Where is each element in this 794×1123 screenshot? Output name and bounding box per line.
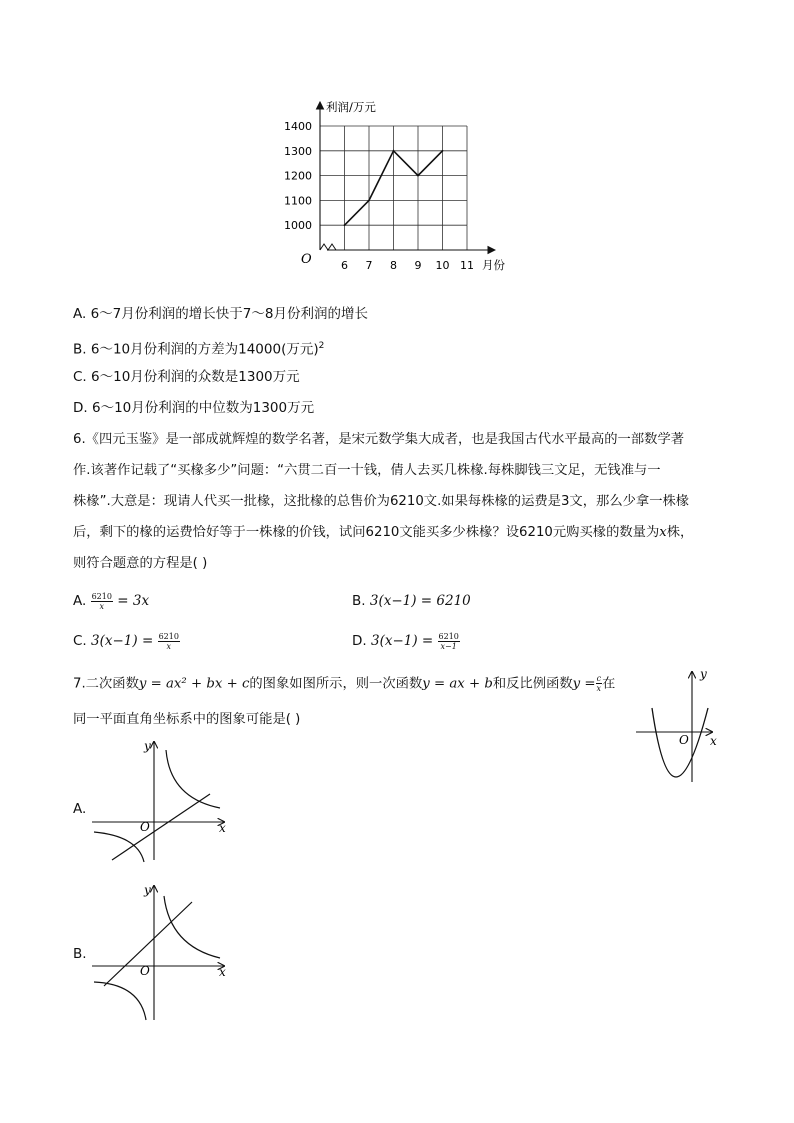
q5-option-b-letter: B. — [73, 341, 87, 358]
chart-x-tick-label: 9 — [414, 259, 422, 272]
q7-option-a-graph — [88, 736, 234, 864]
q6-option-b — [352, 591, 471, 611]
chart-x-tick-label: 10 — [435, 259, 450, 272]
q6-line-4 — [73, 523, 693, 543]
chart-data-point — [344, 224, 346, 226]
q6-option-b-letter: B. — [352, 593, 366, 609]
q6-option-c-num: 6210 — [158, 631, 179, 641]
q6-line-4a: 后，剩下的椽的运费恰好等于一株椽的价钱，试问6210文能买多少株椽？设6210元购买椽的数量为 — [73, 525, 660, 540]
q6-line-2: 作.该著作记载了“买椽多少”问题：“六贯二百一十钱，倩人去买几株椽.每株脚钱三文足，无钱准与一 — [73, 463, 661, 478]
q6-option-c-fraction — [158, 632, 180, 651]
q6-option-a-den: x — [99, 601, 105, 611]
q5-option-b-text: 6～10月份利润的方差为14000(万元) — [90, 341, 319, 358]
q6-option-d-letter: D. — [352, 633, 367, 649]
chart-y-tick-label: 1000 — [284, 219, 312, 233]
q6-option-d-fraction — [438, 632, 460, 651]
q6-line-4b: 株， — [666, 525, 694, 540]
chart-y-tick-label: 1400 — [284, 120, 312, 133]
chart-data-point — [368, 200, 370, 202]
chart-ylabel: 利润/万元 — [326, 100, 376, 114]
q5-option-c-text: 6～10月份利润的众数是1300万元 — [91, 369, 300, 385]
chart-y-tick-label: 1200 — [284, 169, 312, 183]
q7-option-a-origin-label: O — [140, 820, 150, 834]
q7-text-2: 的图象如图所示，则一次函数 — [249, 676, 423, 692]
q7-parabola-figure — [632, 664, 728, 786]
q7-option-b-hyperbola-q1 — [164, 896, 220, 958]
q6-option-d-lhs: 3(x−1) = — [370, 633, 434, 649]
q5-option-b-sup: 2 — [318, 341, 325, 351]
q7-text-1: 7.二次函数 — [73, 676, 139, 692]
q7-parabola-origin-label: O — [679, 733, 689, 747]
q7-parabola-x-label: x — [710, 734, 717, 748]
chart-y-tick-label: 1300 — [284, 144, 312, 158]
q5-option-a — [73, 304, 368, 324]
q7-option-a-letter: A. — [73, 801, 87, 817]
q7-option-b-letter: B. — [73, 946, 87, 962]
chart-data-point — [442, 150, 444, 152]
chart-xlabel: 月份 — [482, 258, 505, 272]
q6-option-d-num: 6210 — [438, 631, 459, 641]
q6-option-a-rhs: = 3x — [117, 593, 150, 609]
chart-origin-label: O — [301, 252, 312, 267]
q7-math-quadratic: y = ax² + bx + c — [138, 676, 250, 692]
q6-var-x: x — [659, 525, 667, 540]
q7-option-a-y-label: y — [144, 739, 151, 753]
q6-option-b-text: 3(x−1) = 6210 — [369, 593, 471, 609]
q7-line-1 — [73, 674, 615, 695]
q6-option-a-num: 6210 — [91, 591, 112, 601]
chart-grid — [320, 126, 467, 250]
chart-x-tick-label: 7 — [365, 259, 373, 272]
q6-option-c-den: x — [166, 641, 171, 651]
chart-y-tick-label: 1100 — [284, 194, 312, 208]
chart-axis-break — [320, 244, 336, 250]
q6-option-c — [73, 631, 180, 651]
q6-line-3: 株椽”.大意是：现请人代买一批椽，这批椽的总售价为6210文.如果每株椽的运费是3文，那么少拿一株椽 — [73, 494, 690, 509]
q7-text-4: 在 — [602, 676, 616, 692]
chart-data-point — [417, 175, 419, 177]
q7-text-3: 和反比例函数 — [492, 676, 573, 692]
q6-option-c-lhs: 3(x−1) = — [91, 633, 154, 649]
q6-option-a — [73, 591, 149, 611]
q6-option-a-letter: A. — [73, 593, 87, 609]
q5-option-d-letter: D. — [73, 400, 88, 416]
q5-option-d — [73, 398, 314, 418]
q5-option-b — [73, 336, 324, 360]
chart-x-tick-label: 8 — [390, 259, 397, 272]
q5-option-c — [73, 367, 300, 387]
q7-option-a-hyperbola-q3 — [94, 832, 144, 862]
q7-frac-num: c — [596, 674, 602, 683]
q7-line-2: 同一平面直角坐标系中的图象可能是( ) — [73, 712, 301, 727]
q6-line-1: 6.《四元玉鉴》是一部成就辉煌的数学名著，是宋元数学集大成者，也是我国古代水平最高的一部数学著 — [73, 432, 685, 447]
q5-option-c-letter: C. — [73, 369, 87, 385]
q7-math-linear: y = ax + b — [422, 676, 493, 692]
profit-line-chart — [280, 92, 520, 282]
q7-option-b-y-label: y — [144, 883, 151, 897]
q5-option-a-text: 6～7月份利润的增长快于7～8月份利润的增长 — [90, 306, 368, 322]
q7-option-a-x-label: x — [219, 821, 226, 835]
chart-data-point — [393, 150, 395, 152]
q6-option-a-fraction — [91, 592, 113, 611]
q7-option-b-x-label: x — [219, 965, 226, 979]
q7-option-a-hyperbola-q1 — [166, 750, 220, 808]
q6-option-d-den: x−1 — [440, 641, 457, 651]
chart-x-tick-label: 11 — [460, 259, 474, 272]
q7-option-b-hyperbola-q3 — [94, 982, 146, 1020]
q7-option-b-graph — [88, 880, 234, 1024]
q7-parabola-y-label: y — [700, 667, 707, 681]
q7-option-a-line — [112, 794, 210, 860]
q7-option-b-origin-label: O — [140, 964, 150, 978]
q5-option-a-letter: A. — [73, 306, 87, 322]
q7-frac-den: x — [596, 684, 602, 693]
q6-line-5: 则符合题意的方程是( ) — [73, 556, 208, 571]
chart-ticks — [284, 120, 474, 272]
q6-option-c-letter: C. — [73, 633, 87, 649]
q5-option-d-text: 6～10月份利润的中位数为1300万元 — [91, 400, 315, 416]
q6-option-d — [352, 631, 460, 651]
q7-math-inverse: y = — [572, 676, 596, 692]
chart-x-tick-label: 6 — [341, 259, 348, 272]
